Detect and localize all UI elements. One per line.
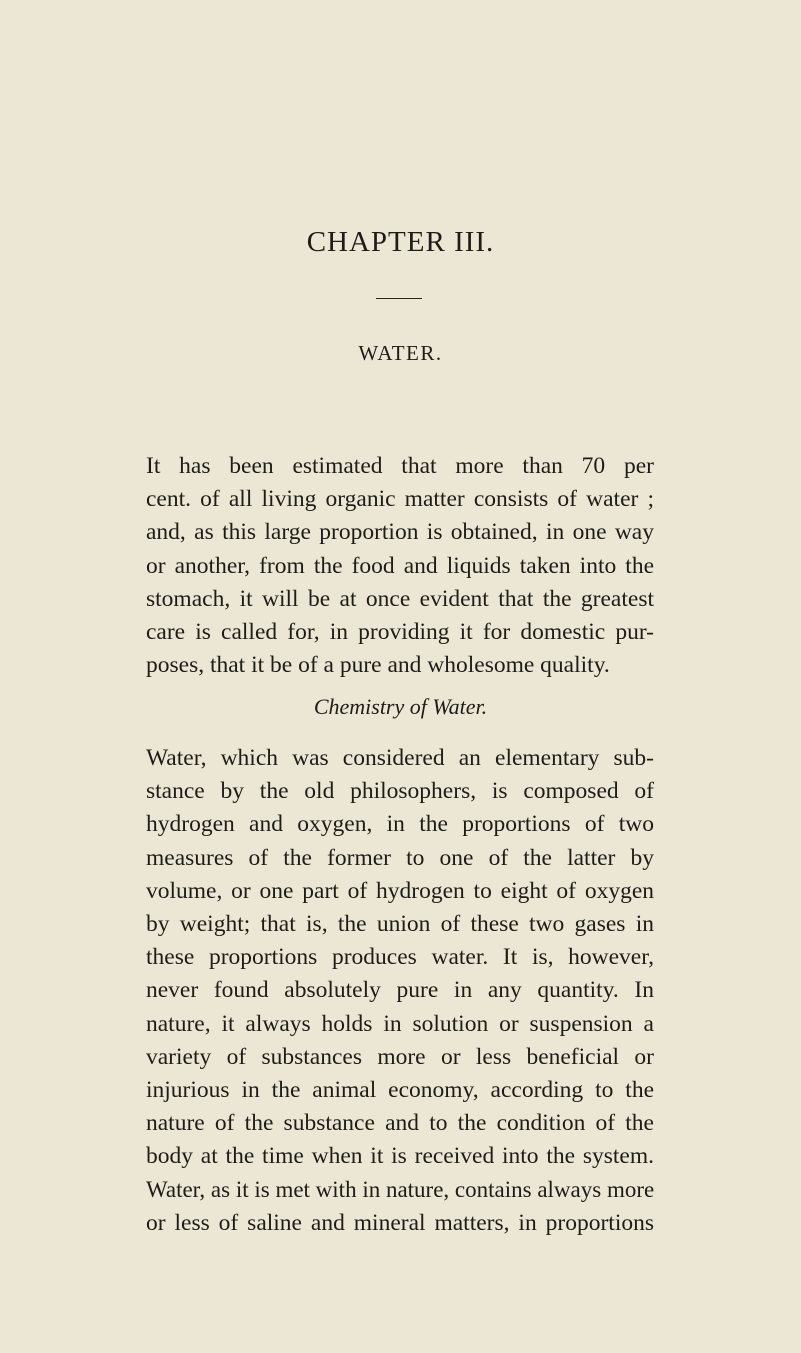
text-line: hydrogen and oxygen, in the proportions of two (146, 811, 654, 838)
text-line: It has been estimated that more than 70 per (146, 453, 654, 479)
text-line: by weight; that is, the union of these two gases in (146, 910, 654, 937)
subsection-heading: Chemistry of Water. (313, 694, 488, 719)
text-line: poses, that it be of a pure and wholesome quality. (146, 652, 610, 679)
text-line: nature, it always holds in solution or suspension a (146, 1010, 654, 1037)
text-line: body at the time when it is received into the system. (146, 1143, 654, 1170)
text-line: measures of the former to one of the latter by (146, 844, 654, 871)
text-line: Water, as it is met with in nature, contains always more (146, 1177, 655, 1203)
paragraph-intro (146, 450, 654, 682)
text-line: these proportions produces water. It is, however, (146, 944, 654, 971)
text-line: care is called for, in providing it for domestic pur- (146, 618, 654, 645)
text-line: nature of the substance and to the condition of the (146, 1110, 654, 1137)
text-line: or another, from the food and liquids taken into the (146, 552, 654, 579)
text-line: and, as this large proportion is obtained, in one way (146, 519, 654, 546)
paragraph-chemistry (146, 742, 654, 1240)
text-line: never found absolutely pure in any quantity. In (146, 977, 654, 1004)
text-line: variety of substances more or less beneficial or (146, 1043, 654, 1070)
text-line: stance by the old philosophers, is composed of (146, 778, 654, 805)
heading-rule (376, 298, 422, 299)
chapter-heading: CHAPTER III. (306, 226, 495, 258)
section-heading: WATER. (358, 341, 443, 365)
text-line: Water, which was considered an elementary sub- (146, 745, 654, 771)
text-line: cent. of all living organic matter consists of water ; (146, 486, 654, 513)
text-line: stomach, it will be at once evident that the greatest (146, 585, 654, 612)
text-line: injurious in the animal economy, according to the (146, 1076, 654, 1103)
text-line: or less of saline and mineral matters, in proportions (146, 1209, 654, 1236)
text-line: volume, or one part of hydrogen to eight of oxygen (146, 877, 654, 904)
